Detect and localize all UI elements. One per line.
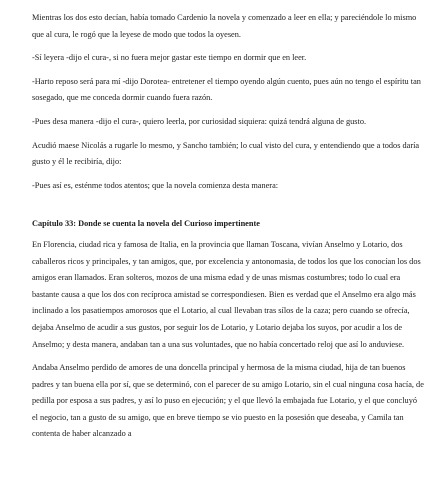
- document-page: [32, 10, 424, 450]
- paragraph: -Pues así es, esténme todos atentos; que la novela comienza desta manera:: [32, 180, 279, 190]
- paragraph: Acudió maese Nicolás a rugarle lo mesmo, y Sancho también; lo cual visto del cura, y entendiendo que a todos daría gusto y él le recibiría, dijo:: [32, 140, 420, 167]
- paragraph: En Florencia, ciudad rica y famosa de Italia, en la provincia que llaman Toscana, vivían Anselmo y Lotario, dos caballeros ricos y principales, y tan amigos, que, por excelencia y antonomasia, de todos los que los conocían los dos amigos eran llamados. Eran solteros, mozos de una misma edad y de unas mismas costumbres; todo lo cual era bastante causa a que los dos con recíproca amistad se correspondiesen. Bien es verdad que el Anselmo era algo más inclinado a los pasatiempos amorosos que el Lotario, al cual llevaban tras sílos de la caza; pero cuando se ofrecía, dejaba Anselmo de acudir a sus gustos, por seguir los de Lotario, y Lotario dejaba los suyos, por acudir a los de Anselmo; y desta manera, andaban tan a una sus voluntades, que no había concertado reloj que así lo anduviese.: [32, 239, 421, 349]
- chapter-title: Capítulo 33: Donde se cuenta la novela del Curioso impertinente: [32, 219, 260, 229]
- paragraph: Mientras los dos esto decían, había tomado Cardenio la novela y comenzado a leer en ella; y pareciéndole lo mismo que al cura, le rogó que la leyese de modo que todos la oyesen.: [32, 13, 417, 39]
- paragraph: Andaba Anselmo perdido de amores de una doncella principal y hermosa de la misma ciudad, hija de tan buenos padres y tan buena ella por sí, que se determinó, con el parecer de su amigo Lotario, sin el cual ninguna cosa hacía, de pedilla por esposa a sus padres, y así lo puso en ejecución; y el que llevó la embajada fue Lotario, y el que concluyó el negocio, tan a gusto de su amigo, que en breve tiempo se vio puesto en la posesión que deseaba, y Camila tan contenta de haber alcanzado a: [32, 363, 424, 439]
- paragraph: -Harto reposo será para mí -dijo Dorotea- entretener el tiempo oyendo algún cuento, pues aún no tengo el espíritu tan sosegado, que me conceda dormir cuando fuera razón.: [32, 76, 421, 103]
- paragraph: -Pues desa manera -dijo el cura-, quiero leerla, por curiosidad siquiera: quizá tendrá alguna de gusto.: [32, 116, 367, 126]
- paragraph: -Sí leyera -dijo el cura-, si no fuera mejor gastar este tiempo en dormir que en leer.: [32, 53, 307, 63]
